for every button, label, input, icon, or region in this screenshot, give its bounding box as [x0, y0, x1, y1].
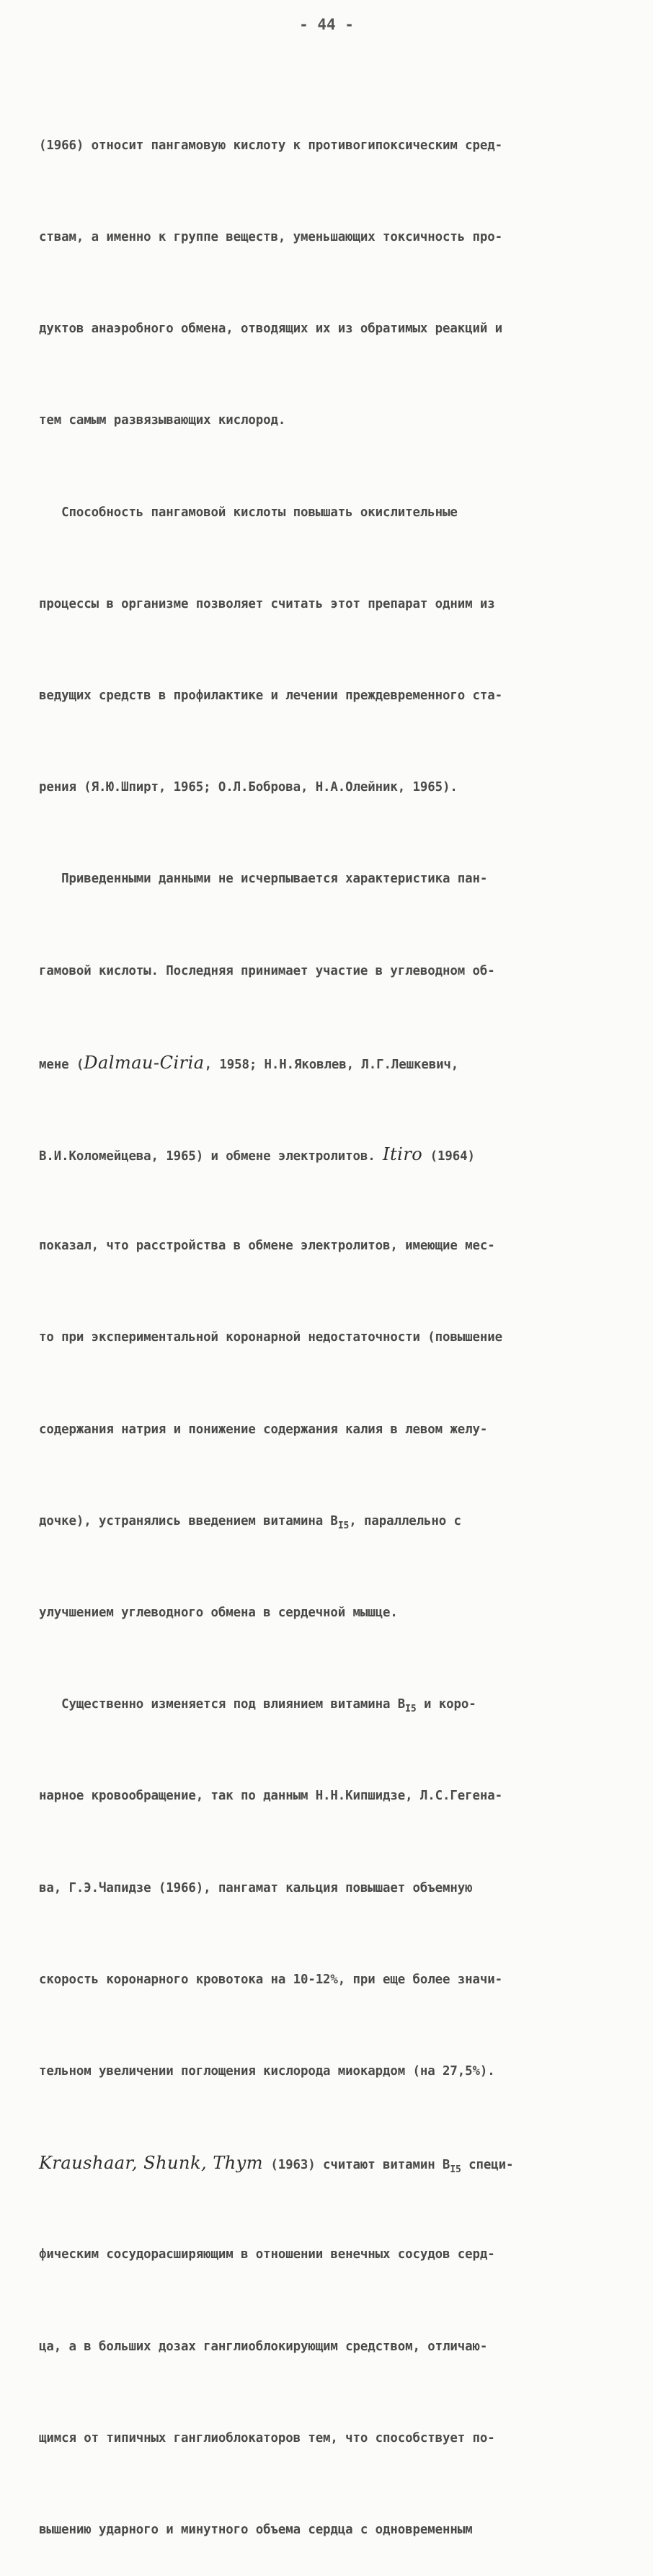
text-line: то при экспериментальной коронарной недостаточности (повышение — [39, 1330, 502, 1345]
text-line — [39, 1506, 616, 1536]
text-line — [39, 1139, 616, 1169]
handwritten-author-name: Itiro — [383, 1144, 423, 1165]
text-line: показал, что расстройства в обмене электролитов, имеющие мес- — [39, 1239, 495, 1254]
text-line — [39, 1048, 616, 1078]
text-span: , 1958; Н.Н.Яковлев, Л.Г.Лешкевич, — [204, 1057, 459, 1072]
subscript: I5 — [450, 2164, 461, 2176]
paragraph-start-line: Приведенными данными не исчерпывается характеристика пан- — [39, 872, 488, 887]
text-line: ствам, а именно к группе веществ, уменьшающих токсичность про- — [39, 230, 502, 245]
subscript: I5 — [405, 1704, 417, 1715]
text-line: ведущих средств в профилактике и лечении преждевременного ста- — [39, 689, 502, 704]
body-text — [39, 69, 616, 2576]
text-line: (1966) относит пангамовую кислоту к противогипоксическим сред- — [39, 138, 502, 153]
subscript: I5 — [337, 1520, 350, 1531]
paragraph-start-line: Способность пангамовой кислоты повышать окислительные — [39, 505, 458, 520]
text-line: улучшением углеводного обмена в сердечной мышце. — [39, 1606, 398, 1621]
text-line: вышению ударного и минутного объема сердца с одновременным — [39, 2523, 473, 2538]
text-line: дуктов анаэробного обмена, отводящих их из обратимых реакций и — [39, 322, 502, 337]
text-line: ва, Г.Э.Чапидзе (1966), пангамат кальция повышает объемную — [39, 1880, 473, 1895]
text-line: тельном увеличении поглощения кислорода миокардом (на 27,5%). — [39, 2064, 495, 2079]
text-span: (1963) считают витамин В — [263, 2158, 450, 2173]
handwritten-author-names: Kraushaar, Shunk, Thym — [39, 2153, 264, 2174]
text-span: специ- — [461, 2158, 514, 2173]
text-line: нарное кровообращение, так по данным Н.Н.Кипшидзе, Л.С.Гегена- — [39, 1789, 502, 1804]
text-line: ца, а в больших дозах ганглиоблокирующим средством, отличаю- — [39, 2339, 488, 2354]
page-number: - 44 - — [299, 16, 354, 33]
text-line: процессы в организме позволяет считать этот препарат одним из — [39, 596, 495, 611]
text-span: (1964) — [422, 1149, 475, 1164]
text-line: рения (Я.Ю.Шпирт, 1965; О.Л.Боброва, Н.А.Олейник, 1965). — [39, 780, 458, 795]
text-line: гамовой кислоты. Последняя принимает участие в углеводном об- — [39, 963, 495, 978]
text-span: , параллельно с — [349, 1513, 461, 1528]
text-line — [39, 2148, 616, 2178]
text-span: дочке), устранялись введением витамина В — [39, 1513, 338, 1528]
text-line: тем самым развязывающих кислород. — [39, 413, 286, 428]
paragraph-start-line — [39, 1689, 616, 1719]
text-span: и коро- — [416, 1697, 476, 1712]
text-line: фическим сосудорасширяющим в отношении венечных сосудов серд- — [39, 2247, 495, 2262]
text-span: В.И.Коломейцева, 1965) и обмене электролитов. — [39, 1149, 383, 1164]
text-line: щимся от типичных ганглиоблокаторов тем, что способствует по- — [39, 2430, 495, 2446]
text-span: Существенно изменяется под влиянием витамина В — [39, 1697, 406, 1712]
handwritten-author-name: Dalmau-Ciria — [84, 1052, 205, 1073]
text-line: содержания натрия и понижение содержания калия в левом желу- — [39, 1422, 488, 1437]
text-span: мене ( — [39, 1057, 84, 1072]
text-line: скорость коронарного кровотока на 10-12%, при еще более значи- — [39, 1972, 502, 1987]
